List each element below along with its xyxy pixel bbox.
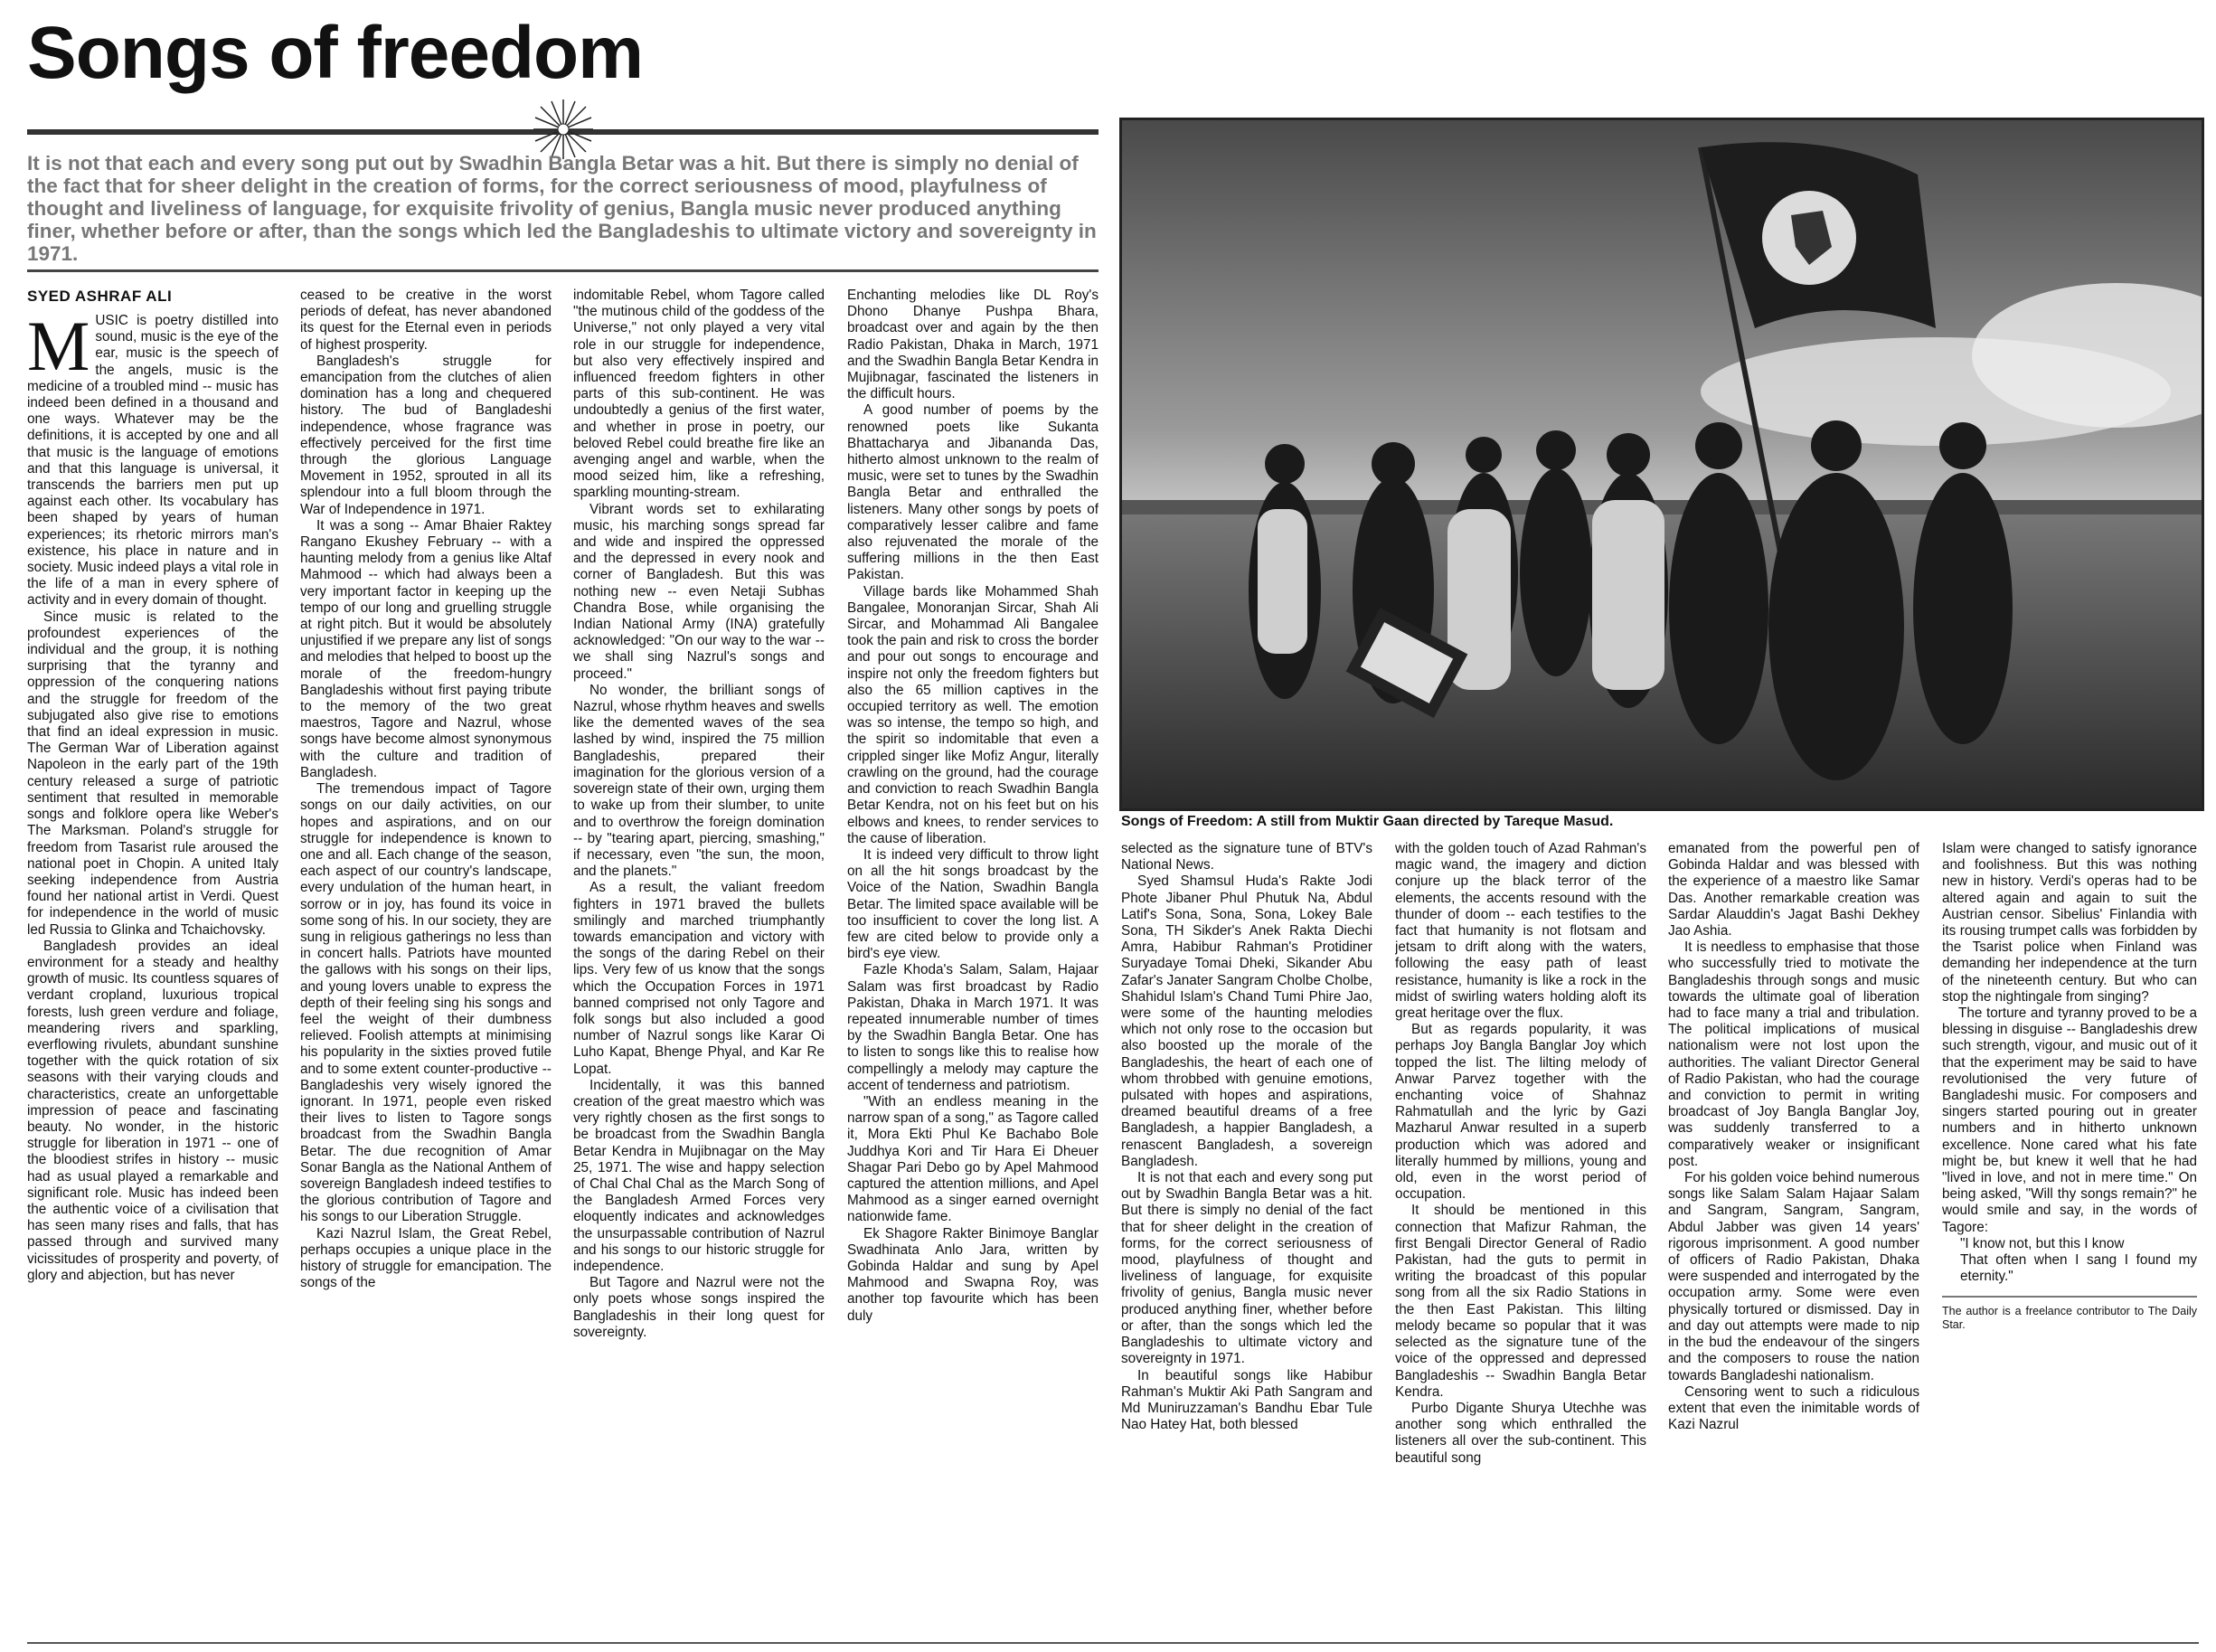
column-4 xyxy=(847,288,1099,1640)
paragraph: In beautiful songs like Habibur Rahman's Muktir Aki Path Sangram and Md Muniruzzaman's Bandhu Ebar Tule Nao Hatey Hat, both blessed xyxy=(1121,1367,1372,1433)
paragraph: "With an endless meaning in the narrow span of a song," as Tagore called it, Mora Ekti Phul Ke Bachabo Bole Juddhya Kori and Tir Hara Ei Dheuer Shagar Pari Debo go by Apel Mahmood captured the attention millions, and Apel Mahmood as a singer earned overnight nationwide fame. xyxy=(847,1093,1099,1225)
column-8 xyxy=(1942,841,2197,1640)
paragraph: But Tagore and Nazrul were not the only poets whose songs inspired the Bangladeshis in their long quest for sovereignty. xyxy=(573,1275,825,1340)
column-7 xyxy=(1668,841,1919,1640)
deck-rule xyxy=(27,269,1099,272)
paragraph: For his golden voice behind numerous songs like Salam Salam Hajaar Salam and Sangram, Sangram, Sangram, Abdul Jabber was given 14 years' rigorous imprisonment. A good number of officers of Radio Pakistan, Dhaka were suspended and interrogated by the occupation army. Some were even physically tortured or dismissed. Day in and day out attempts were made to nip in the bud the endeavour of the singers and the composers to rouse the nation towards Bangladeshi nationalism. xyxy=(1668,1170,1919,1383)
paragraph: Enchanting melodies like DL Roy's Dhono Dhanye Pushpa Bhara, broadcast over and again by the then Radio Pakistan, Dhaka in March, 1971 and the Swadhin Bangla Betar Kendra in Mujibnagar, fascinated the listeners in the difficult hours. xyxy=(847,288,1099,402)
paragraph: Islam were changed to satisfy ignorance and foolishness. But this was nothing new in history. Verdi's operas had to be altered again and again to suit the Austrian censor. Sibelius' Finlandia with its rousing trumpet calls was forbidden by the Tsarist police when Finland was demanding her independence at the turn of the nineteenth century. But who can stop the nightingale from singing? xyxy=(1942,841,2197,1005)
paragraph: But as regards popularity, it was perhaps Joy Bangla Banglar Joy which topped the list. The lilting melody of Anwar Parvez together with the enchanting voice of Shahnaz Rahmatullah and the lyric by Gazi Mazharul Anwar resulted in a superb production which was adored and literally hummed by millions, young and old, even in the worst period of occupation. xyxy=(1395,1022,1646,1203)
photo-caption: Songs of Freedom: A still from Muktir Gaan directed by Tareque Masud. xyxy=(1121,814,1614,829)
paragraph: It is needless to emphasise that those who successfully tried to motivate the Bangladeshis through songs and music towards the ultimate goal of liberation had to face many a trial and tribulation. The political implications of musical nationalism were not lost upon the authorities. The valiant Director General of Radio Pakistan, who had the courage and conviction to permit in writing broadcast of Joy Bangla Banglar Joy, was suddenly transferred to a comparatively weaker or insignificant post. xyxy=(1668,939,1919,1169)
paragraph: selected as the signature tune of BTV's National News. xyxy=(1121,841,1372,873)
paragraph: No wonder, the brilliant songs of Nazrul, whose rhythm heaves and swells like the demented waves of the sea lashed by wind, inspired the 75 million Bangladeshis, prepared their imagination for the glorious version of a sovereign state of their own, urging them to wake up from their slumber, to unite and to overthrow the foreign domination -- by "tearing apart, piercing, smashing," if necessary, even "the sun, the moon, and the planets." xyxy=(573,682,825,880)
paragraph: with the golden touch of Azad Rahman's magic wand, the imagery and diction conjure up the black terror of the elements, the accents resound with the thunder of doom -- each testifies to the fact that humanity is not flotsam and jetsam to drift along with the waters, following the easy path of least resistance, humanity is like a rock in the midst of swirling waters holding aloft its great heritage over the flux. xyxy=(1395,841,1646,1022)
column-5 xyxy=(1121,841,1372,1640)
column-1 xyxy=(27,313,278,1640)
paragraph: Censoring went to such a ridiculous extent that even the inimitable words of Kazi Nazrul xyxy=(1668,1383,1919,1433)
paragraph: ceased to be creative in the worst periods of defeat, has never abandoned its quest for the Eternal even in periods of highest prosperity. xyxy=(300,288,552,353)
author-note: The author is a freelance contributor to The Daily Star. xyxy=(1942,1305,2197,1332)
column-6 xyxy=(1395,841,1646,1640)
paragraph: Kazi Nazrul Islam, the Great Rebel, perhaps occupies a unique place in the history of struggle for emancipation. The songs of the xyxy=(300,1225,552,1291)
paragraph: It should be mentioned in this connection that Mafizur Rahman, the first Bengali Director General of Radio Pakistan, had the guts to permit in writing the broadcast of this popular song from all the six Radio Stations in the then East Pakistan. This lilting melody became so popular that it was selected as the signature tune of the voice of the oppressed and depressed Bangladeshis -- Swadhin Bangla Betar Kendra. xyxy=(1395,1203,1646,1400)
column-2 xyxy=(300,288,552,1640)
paragraph: The torture and tyranny proved to be a blessing in disguise -- Bangladeshis drew such strength, vigour, and music out of it that the experiment may be said to have revolutionised the very future of Bangladeshi music. For composers and singers started pouring out in greater numbers and in hitherto unknown excellence. None cared what his fate might be, but knew it well that he had "lived in love, and not in mere time." On being asked, "Will thy songs remain?" he would smile and say, in the words of Tagore: xyxy=(1942,1005,2197,1235)
drop-cap: M xyxy=(27,313,90,385)
paragraph: Incidentally, it was this banned creation of the great maestro which was very rightly chosen as the first songs to be broadcast from the Swadhin Bangla Betar Kendra in Mujibnagar on the May 25, 1971. The wise and happy selection of Chal Chal Chal as the March Song of the Bangladesh Armed Forces very eloquently indicates and acknowledges the unsurpassable contribution of Nazrul and his songs to our historic struggle for independence. xyxy=(573,1077,825,1274)
paragraph: It is not that each and every song put out by Swadhin Bangla Betar was a hit. But there is simply no denial of the fact that for sheer delight in the creation of forms, for the correct seriousness of mood, playfulness of thought and liveliness of language, for exquisite frivolity of genius, Bangla music never produced anything finer, whether before or after, than the songs which led the Bangladeshis to ultimate victory and sovereignty in 1971. xyxy=(1121,1170,1372,1367)
column-3 xyxy=(573,288,825,1640)
footer-rule xyxy=(27,1642,2199,1644)
paragraph: Bangladesh's struggle for emancipation from the clutches of alien domination has a long and chequered history. The bud of Bangladeshi independence, whose fragrance was effectively perceived for the first time through the glorious Language Movement in 1952, sprouted in all its splendour into a full bloom through the War of Independence in 1971. xyxy=(300,353,552,517)
quote-line: "I know not, but this I know xyxy=(1960,1235,2125,1251)
paragraph: Ek Shagore Rakter Binimoye Banglar Swadhinata Anlo Jara, written by Gobinda Haldar and sung by Apel Mahmood and Swapna Roy, was another top favourite which has been duly xyxy=(847,1225,1099,1324)
deck-summary: It is not that each and every song put out by Swadhin Bangla Betar was a hit. But there is simply no denial of the fact that for sheer delight in the creation of forms, for the correct seriousness of mood, playfulness of thought and liveliness of language, for exquisite frivolity of genius, Bangla music never produced anything finer, whether before or after, than the songs which led the Bangladeshis to ultimate victory and sovereignty in 1971. xyxy=(27,152,1097,265)
quote-line: That often when I sang I found my eternity." xyxy=(1960,1252,2197,1285)
paragraph: Purbo Digante Shurya Utechhe was another song which enthralled the listeners all over the sub-continent. This beautiful song xyxy=(1395,1400,1646,1466)
headline: Songs of freedom xyxy=(27,12,644,94)
paragraph: It was a song -- Amar Bhaier Raktey Rangano Ekushey February -- with a haunting melody from a genius like Altaf Mahmood -- which had always been a very important factor in keeping up the tempo of our long and gruelling struggle at right pitch. But it would be absolutely unjustified if we prepare any list of songs and melodies that helped to boost up the morale of the freedom-hungry Bangladeshis without first paying tribute to the memory of the two great maestros, Tagore and Nazrul, whose songs have become almost synonymous with the culture and tradition of Bangladesh. xyxy=(300,517,552,780)
paragraph: indomitable Rebel, whom Tagore called "the mutinous child of the goddess of the Universe," not only played a very vital role in our struggle for independence, but also very effectively inspired and influenced freedom fighters in other parts of this sub-continent. He was undoubtedly a genius of the first water, and whether in prose in poetry, our beloved Rebel could breathe fire like an avenging angel and warble, when the mood seized him, like a refreshing, sparkling mounting-stream. xyxy=(573,288,825,501)
paragraph: Fazle Khoda's Salam, Salam, Hajaar Salam was first broadcast by Radio Pakistan, Dhaka in March 1971. It was repeated innumerable number of times by the Swadhin Bangla Betar. One has to listen to songs like this to realise how compellingly a melody may capture the accent of tenderness and patriotism. xyxy=(847,962,1099,1093)
byline: SYED ASHRAF ALI xyxy=(27,288,173,305)
paragraph: Syed Shamsul Huda's Rakte Jodi Phote Jibaner Phul Phutuk Na, Abdul Latif's Sona, Sona, Sona, Lokey Bale Sona, TH Sikder's Anek Rakta Diechi Amra, Habibur Rahman's Protidiner Suryadaye Tomai Dheki, Sikander Abu Zafar's Janater Sangram Cholbe Cholbe, Shahidul Islam's Chand Tumi Phire Jao, were some of the haunting melodies which not only rose to the occasion but also boosted up the morale of the Bangladeshis, the heart of each one of whom throbbed with genuine emotions, pulsated with hopes and aspirations, dreamed beautiful dreams of a free Bangladesh, a happier Bangladesh, a renascent Bangladesh, a sovereign Bangladesh. xyxy=(1121,873,1372,1169)
paragraph: The tremendous impact of Tagore songs on our daily activities, on our hopes and aspirations, and on our struggle for independence is known to one and all. Each change of the season, each aspect of our country's landscape, every undulation of the human heart, in sorrow or in joy, has found its voice in some song of his. In our society, they are sung in religious gatherings no less than in concert halls. Patriots have mounted the gallows with his songs on their lips, and young lovers unable to express the depth of their feeling sing his songs and feel the weight of their dumbness relieved. Foolish attempts at minimising his popularity in the sixties proved futile and to some extent counter-productive -- Bangladeshis very wisely ignored the ignorant. In 1971, people even risked their lives to listen to Tagore songs broadcast from the Swadhin Bangla Betar. The due recognition of Amar Sonar Bangla as the National Anthem of sovereign Bangladesh indeed testifies to the glorious contribution of Tagore and his songs to our Liberation Struggle. xyxy=(300,781,552,1225)
paragraph: emanated from the powerful pen of Gobinda Haldar and was blessed with the experience of a maestro like Samar Das. Another remarkable creation was Sardar Alauddin's Jagat Bashi Dekhey Jao Ashia. xyxy=(1668,841,1919,939)
paragraph: It is indeed very difficult to throw light on all the hit songs broadcast by the Voice of the Nation, Swadhin Bangla Betar. The limited space available will be too insufficient to cover the long list. A few are cited below to provide only a bird's eye view. xyxy=(847,846,1099,962)
photo-muktir-gaan xyxy=(1119,118,2204,811)
paragraph: Bangladesh provides an ideal environment for a steady and healthy growth of music. Its countless squares of verdant cropland, luxurious tropical forests, lush green verdure and foliage, meandering rivers and sparkling, everflowing rivulets, abundant sunshine together with the quick rotation of six seasons with their varying clouds and characteristics, create an unforgettable impression of peace and fascinating beauty. No wonder, in the historic struggle for liberation in 1971 -- one of the bloodiest strifes in history -- music had as usual played a remarkable and significant role. Music has indeed been the authentic voice of a civilisation that has seen many rises and falls, that has passed through and survived many vicissitudes of prosperity and poverty, of glory and abjection, but has never xyxy=(27,938,278,1283)
paragraph: As a result, the valiant freedom fighters in 1971 braved the bullets smilingly and marched triumphantly towards emancipation and victory with the songs of the daring Rebel on their lips. Very few of us know that the songs which the Occupation Forces in 1971 banned comprised not only Tagore and folk songs but also included a good number of Nazrul songs like Karar Oi Luho Kapat, Bhenge Phyal, and Kar Re Lopat. xyxy=(573,880,825,1077)
paragraph: Since music is related to the profoundest experiences of the individual and the group, it is nothing surprising that the tyranny and oppression of the conquering nations and the struggle for freedom of the subjugated also give rise to emotions that find an ideal expression in music. The German War of Liberation against Napoleon in the early part of the 19th century released a surge of patriotic sentiment that resulted in memorable songs and folklore opera like Weber's The Marksman. Poland's struggle for freedom from Tasarist rule aroused the national poet in Chopin. A united Italy seeking independence from Austria found her national artist in Verdi. Quest for independence in the world of music led Russia to Glinka and Tchaichovsky. xyxy=(27,609,278,938)
paragraph: Village bards like Mohammed Shah Bangalee, Monoranjan Sircar, Shah Ali Sircar, and Mohammad Ali Bangalee took the pain and risk to cross the border and pour out songs to encourage and inspire not only the freedom fighters but also the 65 million captives in the occupied territory as well. The emotion was so intense, the tempo so high, and the spirit so indomitable that even a crippled singer like Mofiz Angur, literally crawling on the ground, had the courage and conviction to reach Swadhin Bangla Betar Kendra, not on his feet but on his elbows and knees, to render services to the cause of liberation. xyxy=(847,583,1099,846)
author-note-divider xyxy=(1942,1296,2197,1298)
paragraph: A good number of poems by the renowned poets like Sukanta Bhattacharya and Jibananda Das, hitherto almost unknown to the realm of music, were set to tunes by the Swadhin Bangla Betar and enthralled the listeners. Many other songs by poets of comparatively lesser calibre and fame also rejuvenated the morale of the suffering millions in the then East Pakistan. xyxy=(847,402,1099,583)
paragraph: MUSIC is poetry distilled into sound, music is the eye of the ear, music is the speech of the angels, music is the medicine of a troubled mind -- music has indeed been defined in a thousand and one ways. Whatever may be the definitions, it is accepted by one and all that music is the language of emotions and that this language is universal, it transcends the barriers men put up against each other. Its vocabulary has been shaped by years of human experiences; its rhetoric mirrors man's existence, his place in nature and in society. Music indeed plays a vital role in the life of a man in every sphere of activity and in every domain of thought. xyxy=(27,313,278,609)
paragraph: Vibrant words set to exhilarating music, his marching songs spread far and wide and inspired the oppressed and the depressed in every nook and corner of Bangladesh. But this was nothing new -- even Netaji Subhas Chandra Bose, while organising the Indian National Army (INA) gratefully acknowledged: "On our way to the war -- we shall sing Nazrul's songs and proceed." xyxy=(573,501,825,682)
